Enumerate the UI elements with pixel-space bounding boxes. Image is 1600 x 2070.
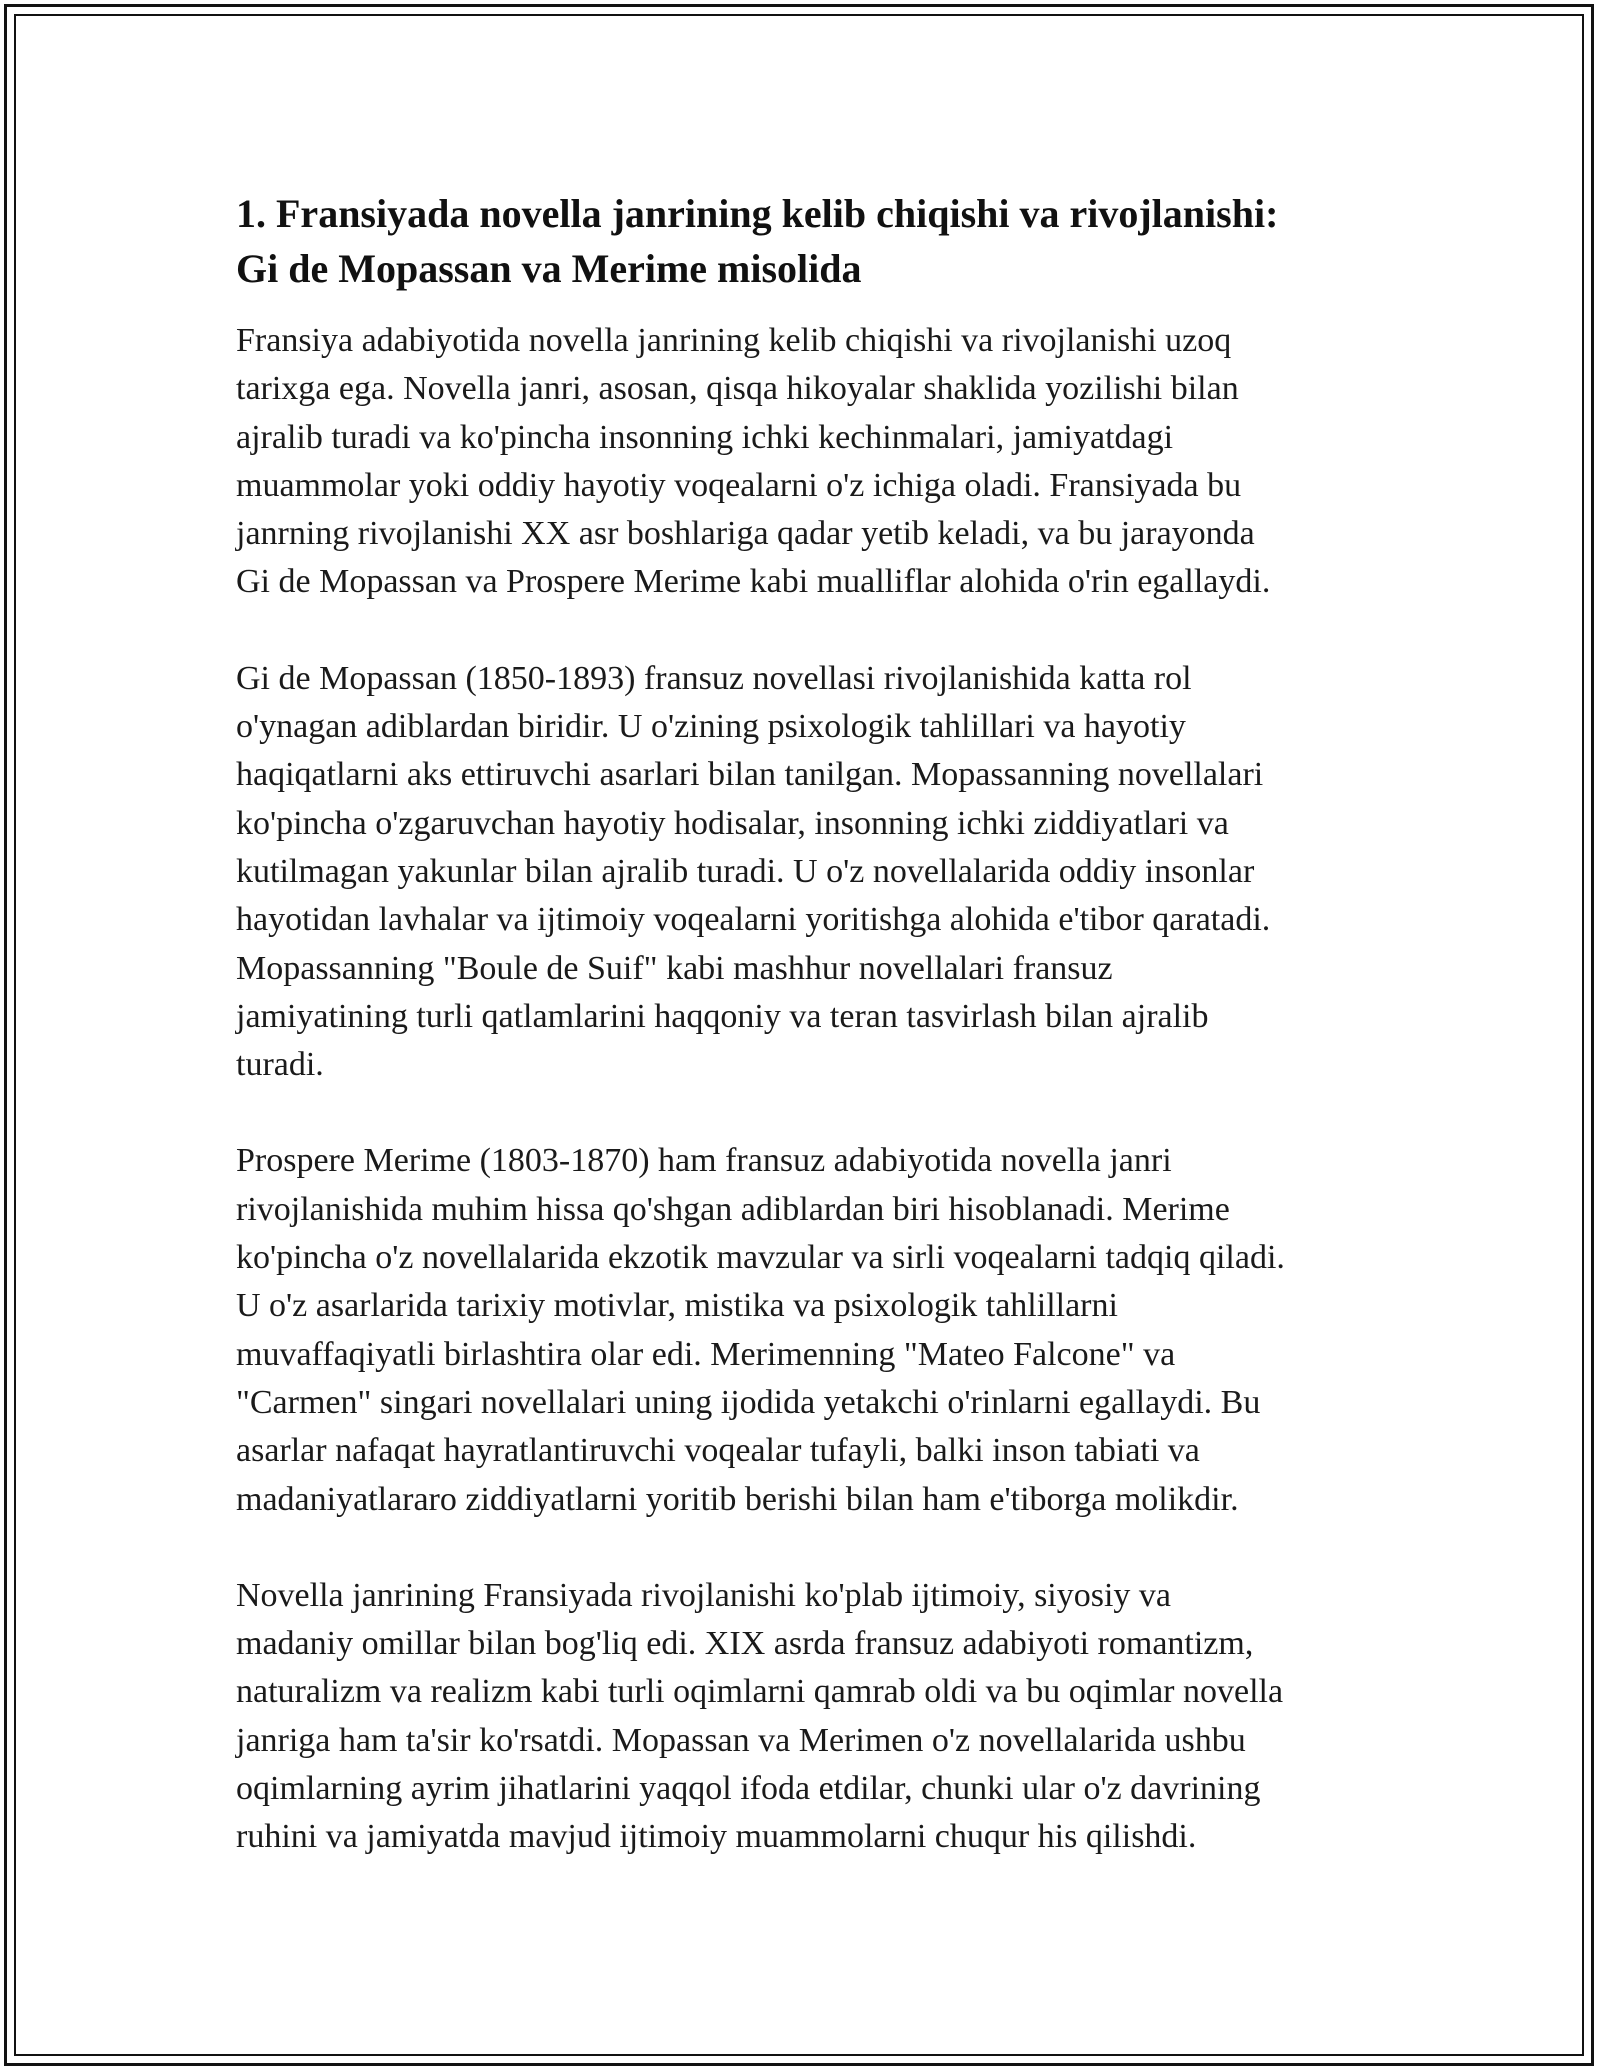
document-body — [236, 186, 1376, 1910]
heading-line: 1. Fransiyada novella janrining kelib chiqishi va rivojlanishi: — [236, 191, 1279, 236]
paragraph-mopassan — [236, 655, 1376, 1090]
text-line: janriga ham ta'sir ko'rsatdi. Mopassan va Merimen o'z novellalarida ushbu — [236, 1721, 1246, 1759]
text-line: "Carmen" singari novellalari uning ijodida yetakchi o'rinlarni egallaydi. Bu — [236, 1383, 1261, 1421]
text-line: Gi de Mopassan va Prospere Merime kabi mualliflar alohida o'rin egallaydi. — [236, 563, 1271, 601]
text-line: hayotidan lavhalar va ijtimoiy voqealarni yoritishga alohida e'tibor qaratadi. — [236, 901, 1271, 939]
paragraph-merime — [236, 1137, 1376, 1523]
text-line: Fransiya adabiyotida novella janrining kelib chiqishi va rivojlanishi uzoq — [236, 322, 1232, 359]
text-line: madaniy omillar bilan bog'liq edi. XIX asrda fransuz adabiyoti romantizm, — [236, 1625, 1254, 1663]
text-line: ajralib turadi va ko'pincha insonning ichki kechinmalari, jamiyatdagi — [236, 418, 1174, 456]
text-line: asarlar nafaqat hayratlantiruvchi voqealar tufayli, balki inson tabiati va — [236, 1432, 1200, 1470]
text-line: rivojlanishida muhim hissa qo'shgan adiblardan biri hisoblanadi. Merime — [236, 1190, 1230, 1228]
text-line: Novella janrining Fransiyada rivojlanishi ko'plab ijtimoiy, siyosiy va — [236, 1576, 1172, 1614]
text-line: o'ynagan adiblardan biridir. U o'zining psixologik tahlillari va hayotiy — [236, 708, 1186, 746]
text-line: janrning rivojlanishi XX asr boshlariga qadar yetib keladi, va bu jarayonda — [236, 515, 1255, 553]
text-line: jamiyatining turli qatlamlarini haqqoniy va teran tasvirlash bilan ajralib — [236, 997, 1209, 1035]
text-line: muvaffaqiyatli birlashtira olar edi. Merimenning "Mateo Falcone" va — [236, 1335, 1176, 1373]
section-heading — [236, 186, 1376, 296]
text-line: Mopassanning "Boule de Suif" kabi mashhur novellalari fransuz — [236, 949, 1113, 987]
text-line: oqimlarning ayrim jihatlarini yaqqol ifoda etdilar, chunki ular o'z davrining — [236, 1770, 1261, 1808]
paragraph-conclusion — [236, 1572, 1376, 1862]
text-line: Prospere Merime (1803-1870) ham fransuz adabiyotida novella janri — [236, 1142, 1172, 1180]
heading-line: Gi de Mopassan va Merime misolida — [236, 246, 862, 291]
text-line: madaniyatlararo ziddiyatlarni yoritib berishi bilan ham e'tiborga molikdir. — [236, 1480, 1239, 1518]
text-line: ruhini va jamiyatda mavjud ijtimoiy muammolarni chuqur his qilishdi. — [236, 1818, 1197, 1856]
text-line: muammolar yoki oddiy hayotiy voqealarni o'z ichiga oladi. Fransiyada bu — [236, 466, 1242, 504]
text-line: U o'z asarlarida tarixiy motivlar, mistika va psixologik tahlillarni — [236, 1287, 1118, 1325]
text-line: turadi. — [236, 1046, 324, 1084]
text-line: ko'pincha o'z novellalarida ekzotik mavzular va sirli voqealarni tadqiq qiladi. — [236, 1239, 1285, 1277]
text-line: tarixga ega. Novella janri, asosan, qisqa hikoyalar shaklida yozilishi bilan — [236, 370, 1239, 408]
paragraph-intro — [236, 317, 1376, 607]
text-line: ko'pincha o'zgaruvchan hayotiy hodisalar, insonning ichki ziddiyatlari va — [236, 804, 1229, 842]
text-line: Gi de Mopassan (1850-1893) fransuz novellasi rivojlanishida katta rol — [236, 659, 1192, 697]
text-line: naturalizm va realizm kabi turli oqimlarni qamrab oldi va bu oqimlar novella — [236, 1673, 1284, 1711]
text-line: haqiqatlarni aks ettiruvchi asarlari bilan tanilgan. Mopassanning novellalari — [236, 756, 1264, 794]
text-line: kutilmagan yakunlar bilan ajralib turadi. U o'z novellalarida oddiy insonlar — [236, 852, 1255, 890]
